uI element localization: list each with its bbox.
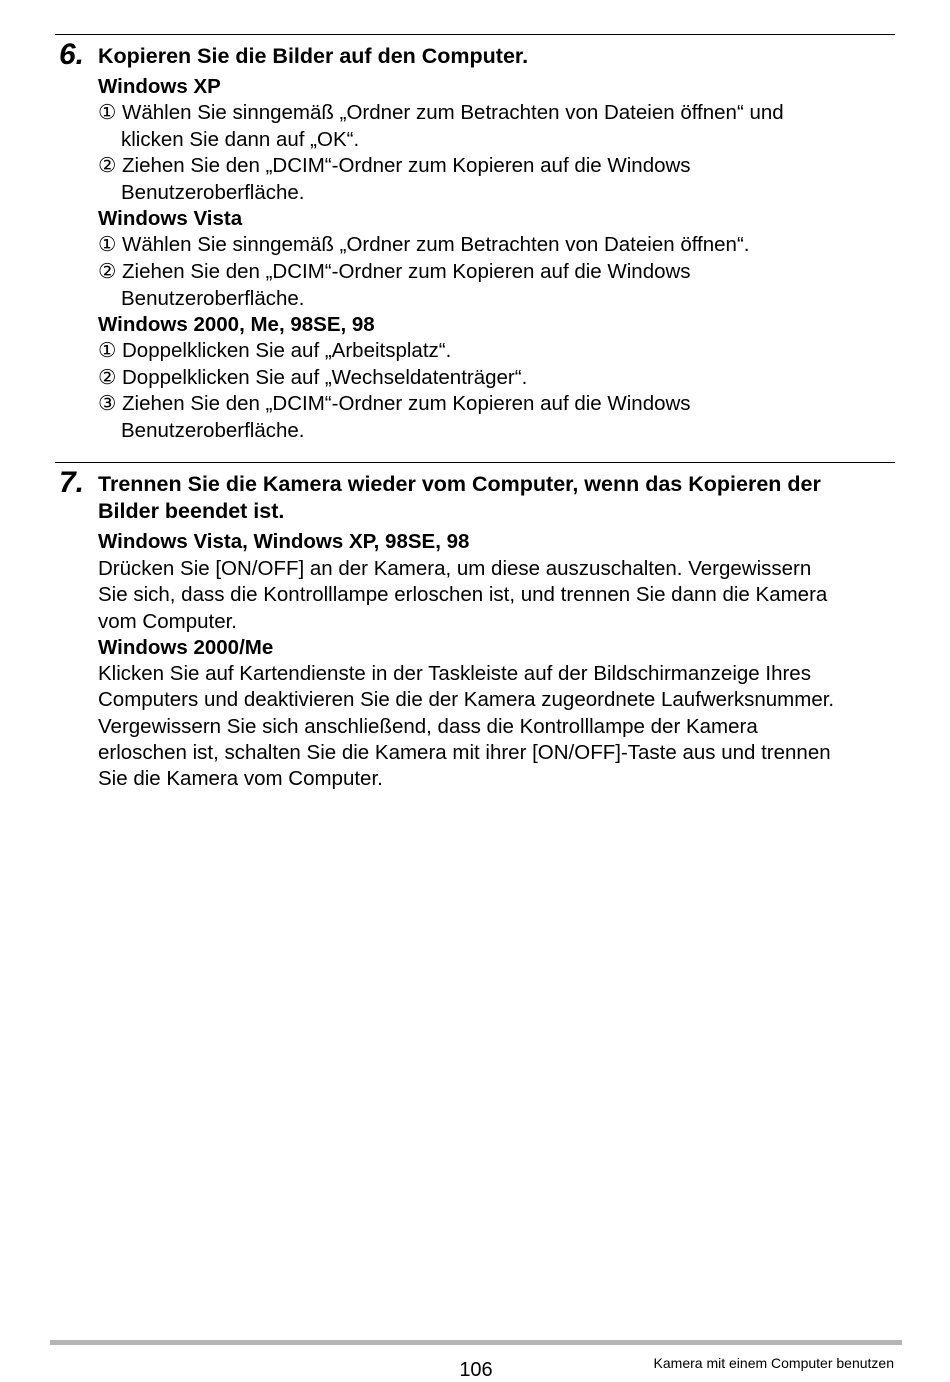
page-number: 106 <box>459 1359 493 1381</box>
windows-2000-me-title: Windows 2000/Me <box>98 636 274 659</box>
step-6-heading: Kopieren Sie die Bilder auf den Computer. <box>98 44 529 68</box>
windows-xp-step-2: ② Ziehen Sie den „DCIM“-Ordner zum Kopieren auf die Windows Benutzeroberfläche. <box>98 154 691 204</box>
windows-vista-xp-title: Windows Vista, Windows XP, 98SE, 98 <box>98 530 470 553</box>
step-marker: ② <box>98 154 117 177</box>
windows-vista-title: Windows Vista <box>98 207 243 230</box>
windows-vista-xp-text: Drücken Sie [ON/OFF] an der Kamera, um diese auszuschalten. Vergewissern Sie sich, dass die Kontrolllampe erloschen ist, und trennen Sie dann die Kamera vom Computer. <box>98 557 828 633</box>
windows-vista-step-1: ① Wählen Sie sinngemäß „Ordner zum Betrachten von Dateien öffnen“. <box>98 232 878 259</box>
windows-legacy-title: Windows 2000, Me, 98SE, 98 <box>98 313 375 336</box>
step-marker: ① <box>98 339 117 362</box>
step-6-divider <box>55 34 895 35</box>
step-marker: ① <box>98 101 117 124</box>
step-7-number: 7. <box>59 466 85 499</box>
windows-legacy-step-2: ② Doppelklicken Sie auf „Wechseldatenträger“. <box>98 365 878 392</box>
step-marker: ② <box>98 366 117 389</box>
windows-legacy-step-1: ① Doppelklicken Sie auf „Arbeitsplatz“. <box>98 338 878 365</box>
step-marker: ③ <box>98 392 117 415</box>
step-6-number: 6. <box>59 38 85 71</box>
windows-vista-step-2: ② Ziehen Sie den „DCIM“-Ordner zum Kopieren auf die Windows Benutzeroberfläche. <box>98 260 691 310</box>
step-7-heading: Trennen Sie die Kamera wieder vom Computer, wenn das Kopieren der Bilder beendet ist. <box>98 472 821 523</box>
step-7-divider <box>55 462 895 463</box>
step-marker: ② <box>98 260 117 283</box>
footer-rule <box>50 1340 902 1345</box>
windows-2000-me-text: Klicken Sie auf Kartendienste in der Taskleiste auf der Bildschirmanzeige Ihres Computers und deaktivieren Sie die der Kamera zugeordnete Laufwerksnummer. Vergewissern Sie sich anschließend, dass die Kontrolllampe der Kamera erloschen ist, schalten Sie die Kamera mit ihrer [ON/OFF]-Taste aus und trennen Sie die Kamera vom Computer. <box>98 662 835 791</box>
windows-xp-step-1: ① Wählen Sie sinngemäß „Ordner zum Betrachten von Dateien öffnen“ und klicken Sie dann auf „OK“. <box>98 101 784 151</box>
step-marker: ① <box>98 233 117 256</box>
windows-xp-title: Windows XP <box>98 75 221 98</box>
windows-legacy-step-3: ③ Ziehen Sie den „DCIM“-Ordner zum Kopieren auf die Windows Benutzeroberfläche. <box>98 392 691 442</box>
footer-section-label: Kamera mit einem Computer benutzen <box>653 1355 894 1371</box>
